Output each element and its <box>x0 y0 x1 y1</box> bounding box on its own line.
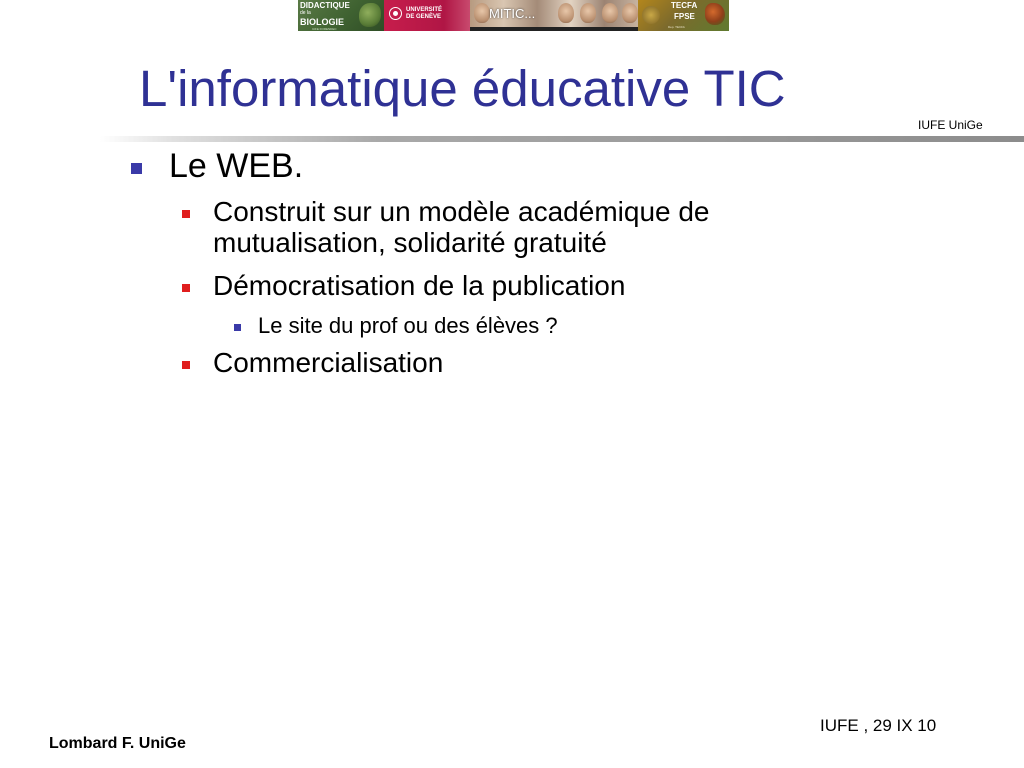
slide-title: L'informatique éducative TIC <box>139 60 786 117</box>
bullet-item-level3 <box>258 313 558 339</box>
banner-universite-line1: UNIVERSITÉ <box>406 7 443 13</box>
banner-tecfa-line2: FPSE <box>674 12 695 21</box>
bullet-text-line1: Construit sur un modèle académique de <box>213 196 710 227</box>
banner-tecfa-line1: TECFA <box>671 1 698 10</box>
bullet-text: Commercialisation <box>213 347 444 378</box>
square-bullet-icon <box>182 210 190 218</box>
bullet-item-level1 <box>169 146 303 186</box>
banner-biologie-line4: IUFE FORENDEC <box>312 27 337 31</box>
bullet-item-level2 <box>213 347 443 378</box>
banner-mitic-label: MITIC... <box>489 6 536 21</box>
banner-biologie-line3: BIOLOGIE <box>300 17 345 27</box>
bullet-text: Démocratisation de la publication <box>213 270 626 301</box>
footer-info: IUFE , 29 IX 10 <box>820 716 937 735</box>
banner-biologie-line1: DIDACTIQUE <box>300 1 350 10</box>
square-bullet-icon <box>234 324 241 331</box>
banner-biologie-line2: de la <box>300 10 311 16</box>
org-label: IUFE UniGe <box>918 118 983 132</box>
square-bullet-icon <box>131 163 142 174</box>
square-bullet-icon <box>182 361 190 369</box>
banner-tecfa-line3: Dep. TECFA <box>668 25 685 29</box>
bullet-item-level2 <box>213 196 710 258</box>
footer-author: Lombard F. UniGe <box>49 735 186 752</box>
square-bullet-icon <box>182 284 190 292</box>
banner-universite-line2: DE GENÈVE <box>406 14 442 20</box>
bullet-text-line2: mutualisation, solidarité gratuité <box>213 227 607 258</box>
bullet-text: Le WEB. <box>169 147 304 185</box>
bullet-text: Le site du prof ou des élèves ? <box>258 313 558 338</box>
bullet-item-level2 <box>213 270 625 301</box>
